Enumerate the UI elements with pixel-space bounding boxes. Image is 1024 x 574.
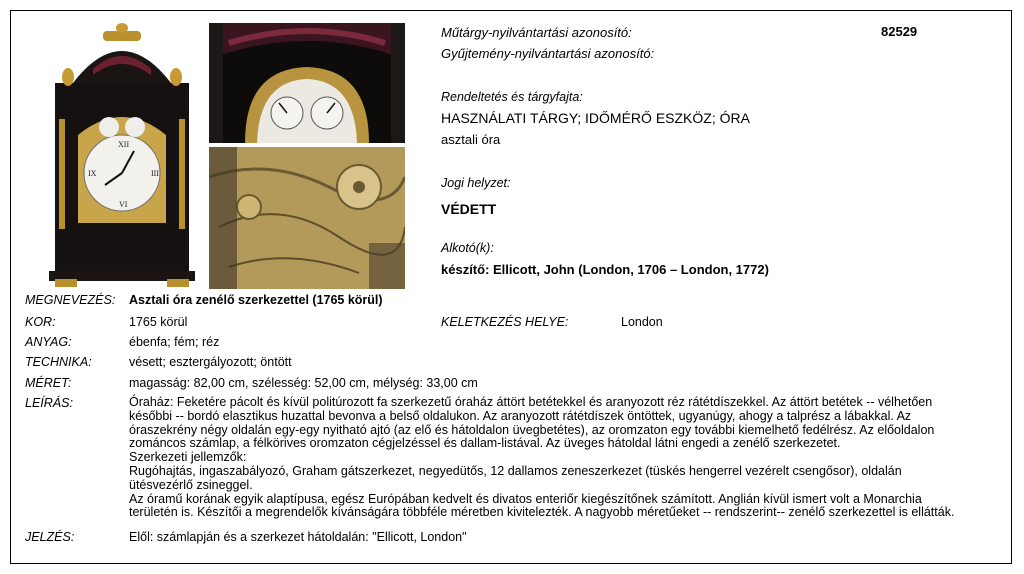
svg-text:XII: XII xyxy=(118,140,130,149)
inventory-value: 82529 xyxy=(881,24,918,39)
purpose-label: Rendeltetés és tárgyfajta: xyxy=(441,90,583,104)
size-row xyxy=(25,376,478,390)
purpose-value: HASZNÁLATI TÁRGY; IDŐMÉRŐ ESZKÖZ; ÓRA xyxy=(441,110,750,126)
collection-label: Gyűjtemény-nyilvántartási azonosító: xyxy=(441,46,655,61)
svg-text:IX: IX xyxy=(88,169,97,178)
description-line: későbbi -- bordó elasztikus huzattal bevonva a belső oldalukon. Az aranyozott rátétdíszek öntöttek, ugyanúgy, ahogy a talprész a lábakkal. Az xyxy=(129,408,912,423)
age-row xyxy=(25,315,187,329)
technique-label: TECHNIKA: xyxy=(25,355,92,369)
creator-value: készítő: Ellicott, John (London, 1706 – London, 1772) xyxy=(441,262,769,277)
desc-row xyxy=(25,396,129,410)
mark-row xyxy=(25,530,467,544)
creator-label: Alkotó(k): xyxy=(441,241,494,255)
description-line: Szerkezeti jellemzők: xyxy=(129,450,247,465)
movement-detail-photo xyxy=(209,147,405,289)
description-line: Óraház: Feketére pácolt és kívül politúrozott fa szerkezetű óraház áttört betétekkel és aranyozott réz rátétdíszekkel. Az áttört betétek -- vélhetően xyxy=(129,395,933,409)
description-line: területén is. Készítői a megrendelők kívánságára többféle méretben kivitelezték. A nagyobb méretűeket -- rendszerint-- zenélő szerkezettel is ellátták. xyxy=(129,505,955,520)
technique-value: vésett; esztergályozott; öntött xyxy=(129,355,292,369)
purpose-sub: asztali óra xyxy=(441,132,501,147)
age-label: KOR: xyxy=(25,315,56,329)
material-value: ébenfa; fém; réz xyxy=(129,335,220,349)
age-value: 1765 körül xyxy=(129,315,188,329)
inventory-label: Műtárgy-nyilvántartási azonosító: xyxy=(441,25,632,40)
name-row xyxy=(25,293,383,307)
name-value: Asztali óra zenélő szerkezettel (1765 körül) xyxy=(129,293,383,307)
size-value: magasság: 82,00 cm, szélesség: 52,00 cm, mélység: 33,00 cm xyxy=(129,376,478,390)
description-line: óraszekrény négy oldalán egy-egy nyitható ajtó (az elő és hátoldalon üvegbetétes), az oromzaton egy további kiemelhető fedélrész. Az előoldalon xyxy=(129,422,935,437)
dial-detail-photo xyxy=(209,23,405,143)
description-text xyxy=(129,396,1009,520)
desc-label: LEÍRÁS: xyxy=(25,396,73,410)
place-label: KELETKEZÉS HELYE: xyxy=(441,315,569,329)
size-label: MÉRET: xyxy=(25,376,72,390)
legal-label: Jogi helyzet: xyxy=(441,176,511,190)
description-line: ütésvezérlő zsineggel. xyxy=(129,477,253,492)
svg-text:VI: VI xyxy=(119,200,128,209)
clock-photo xyxy=(33,23,211,289)
mark-label: JELZÉS: xyxy=(25,530,75,544)
record-frame xyxy=(10,10,1012,564)
material-row xyxy=(25,335,219,349)
description-line: Rugóhajtás, ingaszabályozó, Graham gátszerkezet, negyedütős, 12 dallamos zeneszerkezet (tüskés hengerrel vezérelt csengősor), oldalán xyxy=(129,463,902,478)
place-value: London xyxy=(621,315,663,329)
description-line: Az óramű korának egyik alaptípusa, egész Európában kedvelt és divatos enteriőr kiegészítőnek számított. Anglián kívül ismert volt a Monarchia xyxy=(129,491,922,506)
description-line: zománcos számlap, a félkörives oromzaton cégjelzéssel és dallam-listával. Az üveges hátoldal látni engedi a zenélő szerkezetet. xyxy=(129,436,841,451)
svg-text:III: III xyxy=(151,169,159,178)
material-label: ANYAG: xyxy=(25,335,72,349)
legal-value: VÉDETT xyxy=(441,201,497,217)
technique-row xyxy=(25,355,292,369)
name-label: MEGNEVEZÉS: xyxy=(25,293,116,307)
mark-value: Elől: számlapján és a szerkezet hátoldalán: "Ellicott, London" xyxy=(129,530,467,544)
